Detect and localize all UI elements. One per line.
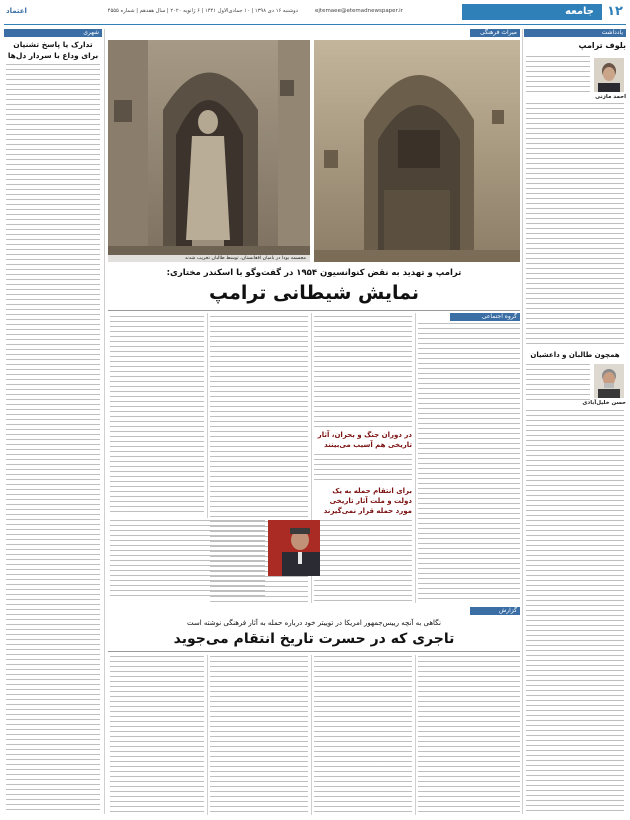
author-name-mazani: احمد مازنی [595, 94, 626, 100]
bottom-story-col-1 [418, 656, 520, 814]
interview-sidebar-text [110, 520, 265, 600]
photo-caption-text: مجسمه بودا در بامیان افغانستان، توسط طالبان تخریب شدند [184, 256, 306, 261]
main-story-headline: نمایش شیطانی ترامپ [208, 282, 419, 304]
bottom-story-col-3 [210, 656, 308, 814]
main-story-headline-rule [108, 310, 520, 311]
bottom-story-headline: تاجری که در حسرت تاریخ انتقام می‌جوید [173, 631, 455, 647]
right-article1-title: بلوف ترامپ [578, 41, 626, 50]
author-photo-mazani [594, 58, 624, 92]
pull-quote-1: در دوران جنگ و بحران، آثار تاریخی هم آسیب می‌بینند [317, 431, 412, 449]
main-col-rule-1 [415, 313, 416, 603]
main-story-col-4 [110, 316, 204, 516]
main-story-col-2 [314, 316, 412, 428]
section-bar [462, 4, 602, 20]
right-column-rule [522, 29, 523, 814]
main-col-rule-3 [207, 313, 208, 518]
author-photo-khalilabadi [594, 364, 624, 398]
page-number: ۱۲ [607, 4, 623, 19]
main-story-col-2-end [314, 520, 412, 603]
left-column-tag: شهری [4, 29, 102, 37]
photo-interviewee [268, 520, 320, 576]
bottom-story-kicker: نگاهی به آنچه رییس‌جمهور امریکا در توییتر خود درباره حمله به آثار فرهنگی نوشته است [187, 619, 441, 627]
date-line: دوشنبه ۱۶ دی ۱۳۹۸ | ۱۰ جمادی‌الاول ۱۴۴۱ | ۶ ژانویه ۲۰۲۰ | سال هفدهم | شماره ۴۵۵۵ [107, 8, 298, 14]
right-article2-title: همچون طالبان و داعشیان [530, 351, 620, 359]
main-story-kicker: ترامپ و تهدید به نقض کنوانسیون ۱۹۵۴ در گفت‌وگو با اسکندر مختاری: [166, 268, 462, 278]
right-column-tag: یادداشت [524, 29, 626, 37]
photo-buddha-niche-right [314, 40, 520, 262]
photo-caption [108, 255, 310, 263]
left-column-title-2: برای وداع با سردار دل‌ها [7, 51, 99, 60]
subsection-tag: گروه اجتماعی [450, 313, 520, 321]
author-name-khalilabadi: حسن خلیل‌آبادی [582, 400, 626, 406]
left-column-body [6, 64, 100, 814]
logo: اعتماد [6, 7, 27, 15]
left-column-title-1: تدارک یا پاسخ تشنیان [13, 40, 93, 49]
section-name: جامعه [565, 6, 594, 17]
left-column-rule [104, 29, 105, 814]
bottom-col-rule-1 [415, 655, 416, 815]
right-article1-body [526, 103, 624, 348]
masthead [0, 0, 630, 26]
masthead-rule [4, 24, 626, 25]
bottom-story-tag: گزارش [470, 607, 520, 615]
bottom-story-col-2 [314, 656, 412, 814]
bottom-col-rule-3 [207, 655, 208, 815]
photo-buddha-niche-left [108, 40, 310, 262]
bottom-story-rule [108, 651, 520, 652]
main-story-tag: میراث فرهنگی [470, 29, 520, 37]
right-article2-body [526, 410, 624, 814]
email: ejtemaee@etemadnewspaper.ir [315, 8, 403, 14]
right-article2-lead [526, 364, 590, 400]
bottom-story-col-4 [110, 656, 204, 814]
main-story-col-1 [418, 323, 520, 603]
bottom-col-rule-2 [311, 655, 312, 815]
right-article1-lead [526, 56, 590, 92]
pull-quote-2: برای انتقام حمله به یک دولت و ملت آثار تاریخی مورد حمله قرار نمی‌گیرند [323, 487, 412, 515]
main-story-col-2-cont [314, 454, 412, 484]
